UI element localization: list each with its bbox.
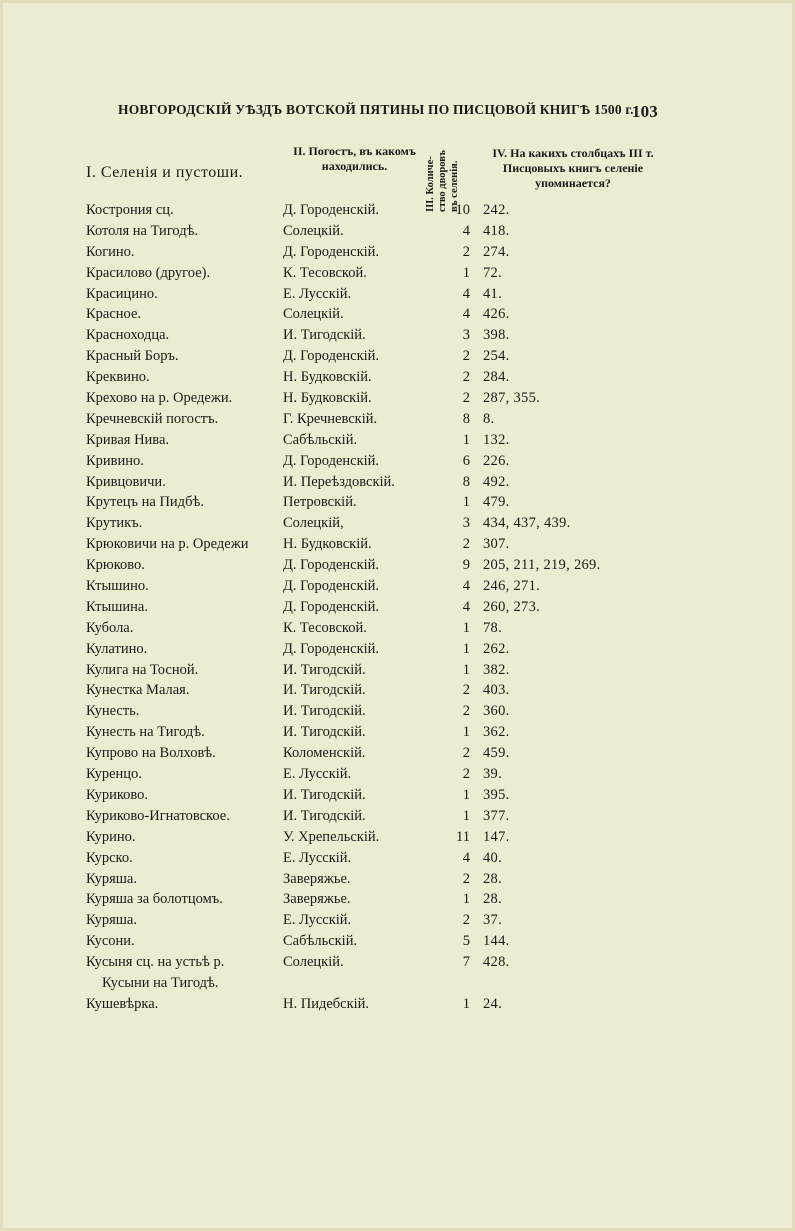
settlement-name-continuation: Кусыни на Тигодѣ. — [102, 974, 219, 991]
column-references: 132. — [483, 431, 510, 448]
table-row — [0, 474, 795, 495]
pogost-name: Н. Будковскій. — [283, 390, 372, 407]
table-row — [0, 202, 795, 223]
pogost-name: И. Тигодскій. — [283, 703, 366, 720]
household-count: 10 — [455, 202, 470, 218]
pogost-name: И. Тигодскій. — [283, 661, 366, 678]
table-row — [0, 787, 795, 808]
household-count: 2 — [462, 536, 470, 553]
settlement-name: Ктышино. — [86, 578, 149, 595]
table-row — [0, 599, 795, 620]
table-row — [0, 306, 795, 327]
column-references: 262. — [483, 640, 510, 657]
table-row — [0, 829, 795, 850]
table-row — [0, 766, 795, 787]
pogost-name: Солецкій. — [283, 222, 344, 239]
table-row — [0, 244, 795, 265]
column-references: 459. — [483, 745, 510, 762]
pogost-name: К. Тесовской. — [283, 619, 367, 636]
table-row — [0, 536, 795, 557]
pogost-name: К. Тесовской. — [283, 264, 367, 281]
column-references: 260, 273. — [483, 598, 541, 615]
table-row — [0, 933, 795, 954]
column-references: 226. — [483, 452, 510, 469]
pogost-name: Е. Лусскій. — [283, 912, 352, 929]
household-count: 4 — [462, 306, 470, 323]
table-row — [0, 578, 795, 599]
pogost-name: И. Тигодскій. — [283, 327, 366, 344]
column-references: 144. — [483, 933, 510, 950]
settlement-name: Кривцовичи. — [86, 473, 166, 490]
household-count: 4 — [462, 285, 470, 302]
column-header-pogost: II. Погостъ, въ какомъ находились. — [293, 144, 416, 173]
settlement-name: Кушевѣрка. — [86, 995, 159, 1012]
pogost-name: И. Тигодскій. — [283, 682, 366, 699]
settlement-name: Крюковичи на р. Оредежи — [86, 536, 249, 553]
household-count: 4 — [462, 222, 470, 239]
table-row — [0, 662, 795, 683]
settlement-name: Куряша за болотцомъ. — [86, 891, 223, 908]
table-row — [0, 327, 795, 348]
settlement-name: Кусыня сц. на устьѣ р. — [86, 954, 225, 971]
running-head — [118, 102, 658, 119]
household-count: 2 — [462, 390, 470, 407]
household-count: 4 — [462, 849, 470, 866]
table-row — [0, 494, 795, 515]
pogost-name: Солецкій, — [283, 515, 344, 532]
settlement-name: Купрово на Волховѣ. — [86, 745, 216, 762]
pogost-name: Е. Лусскій. — [283, 285, 352, 302]
settlement-name: Красное. — [86, 306, 142, 323]
table-row-continuation — [0, 975, 795, 996]
column-references: 205, 211, 219, 269. — [483, 557, 601, 574]
settlement-name: Кусони. — [86, 933, 135, 950]
settlement-name: Кубола. — [86, 619, 134, 636]
table-row — [0, 369, 795, 390]
column-references: 434, 437, 439. — [483, 515, 571, 532]
pogost-name: Солецкій. — [283, 306, 344, 323]
pogost-name: Д. Городенскій. — [283, 578, 380, 595]
household-count: 7 — [462, 954, 470, 971]
household-count: 8 — [462, 473, 470, 490]
settlement-name: Красилово (другое). — [86, 264, 211, 281]
pogost-name: Коломенскій. — [283, 745, 366, 762]
settlement-name: Крутецъ на Пидбѣ. — [86, 494, 204, 511]
table-row — [0, 515, 795, 536]
settlement-name: Куренцо. — [86, 766, 142, 783]
household-count: 4 — [462, 578, 470, 595]
household-count: 6 — [462, 452, 470, 469]
table-row — [0, 453, 795, 474]
pogost-name: И. Переѣздовскій. — [283, 473, 395, 490]
column-references: 28. — [483, 891, 503, 908]
household-count: 1 — [462, 431, 470, 448]
table-row — [0, 850, 795, 871]
column-references: 492. — [483, 473, 510, 490]
settlement-name: Крутикъ. — [86, 515, 143, 532]
household-count: 9 — [462, 557, 470, 574]
household-count: 1 — [462, 786, 470, 803]
table-row — [0, 620, 795, 641]
table-row — [0, 432, 795, 453]
pogost-name: Д. Городенскій. — [283, 348, 380, 365]
household-count: 2 — [462, 912, 470, 929]
settlement-name: Куряша. — [86, 912, 137, 929]
pogost-name: У. Хрепельскій. — [283, 828, 380, 845]
column-references: 24. — [483, 995, 503, 1012]
pogost-name: Д. Городенскій. — [283, 557, 380, 574]
column-references: 246, 271. — [483, 578, 541, 595]
household-count: 3 — [462, 515, 470, 532]
column-header-settlements: I. Селенія и пустоши. — [86, 164, 244, 181]
settlement-name: Курино. — [86, 828, 136, 845]
column-references: 307. — [483, 536, 510, 553]
table-row — [0, 682, 795, 703]
running-title: НОВГОРОДСКІЙ УѢЗДЪ ВОТСКОЙ ПЯТИНЫ ПО ПИСЦОВОЙ КНИГѢ 1500 г. — [118, 102, 634, 117]
column-references: 403. — [483, 682, 510, 699]
settlement-name: Ктышина. — [86, 598, 148, 615]
household-count: 3 — [462, 327, 470, 344]
settlement-table — [0, 202, 795, 1017]
pogost-name: Заверяжье. — [283, 891, 351, 908]
pogost-name: Е. Лусскій. — [283, 766, 352, 783]
table-row — [0, 745, 795, 766]
column-references: 362. — [483, 724, 510, 741]
household-count: 1 — [462, 807, 470, 824]
pogost-name: Н. Пидебскій. — [283, 995, 370, 1012]
pogost-name: Е. Лусскій. — [283, 849, 352, 866]
table-row — [0, 724, 795, 745]
pogost-name: Н. Будковскій. — [283, 536, 372, 553]
pogost-name: Н. Будковскій. — [283, 369, 372, 386]
household-count: 1 — [462, 640, 470, 657]
household-count: 2 — [462, 745, 470, 762]
column-references: 274. — [483, 243, 510, 260]
pogost-name: Д. Городенскій. — [283, 202, 380, 218]
household-count: 2 — [462, 766, 470, 783]
settlement-name: Кунесть на Тигодѣ. — [86, 724, 205, 741]
settlement-name: Кулатино. — [86, 640, 148, 657]
settlement-name: Крехово на р. Оредежи. — [86, 390, 233, 407]
settlement-name: Кунестка Малая. — [86, 682, 190, 699]
pogost-name: И. Тигодскій. — [283, 724, 366, 741]
pogost-name: Д. Городенскій. — [283, 243, 380, 260]
household-count: 5 — [462, 933, 470, 950]
settlement-name: Кострония сц. — [86, 202, 174, 218]
column-references: 287, 355. — [483, 390, 541, 407]
column-references: 39. — [483, 766, 503, 783]
table-row — [0, 390, 795, 411]
pogost-name: Сабѣльскій. — [283, 431, 358, 448]
pogost-name: Д. Городенскій. — [283, 452, 380, 469]
settlement-name: Красноходца. — [86, 327, 170, 344]
household-count: 1 — [462, 661, 470, 678]
table-row — [0, 871, 795, 892]
settlement-name: Кривино. — [86, 452, 144, 469]
table-row — [0, 557, 795, 578]
column-references: 479. — [483, 494, 510, 511]
settlement-name: Когино. — [86, 243, 135, 260]
settlement-name: Креквино. — [86, 369, 150, 386]
household-count: 1 — [462, 619, 470, 636]
household-count: 1 — [462, 995, 470, 1012]
table-row — [0, 996, 795, 1017]
household-count: 11 — [456, 828, 470, 845]
settlement-name: Кривая Нива. — [86, 431, 170, 448]
household-count: 2 — [462, 369, 470, 386]
column-references: 28. — [483, 870, 503, 887]
household-count: 2 — [462, 682, 470, 699]
pogost-name: И. Тигодскій. — [283, 807, 366, 824]
column-references: 428. — [483, 954, 510, 971]
table-row — [0, 411, 795, 432]
pogost-name: Д. Городенскій. — [283, 598, 380, 615]
column-references: 377. — [483, 807, 510, 824]
column-references: 382. — [483, 661, 510, 678]
table-row — [0, 891, 795, 912]
table-row — [0, 641, 795, 662]
settlement-name: Кречневскій погостъ. — [86, 410, 219, 427]
household-count: 2 — [462, 243, 470, 260]
household-count: 1 — [462, 264, 470, 281]
table-row — [0, 223, 795, 244]
table-row — [0, 954, 795, 975]
column-references: 37. — [483, 912, 503, 929]
pogost-name: Заверяжье. — [283, 870, 351, 887]
column-header-references: IV. На какихъ столбцахъ III т. Писцовыхъ книгъ селеніе упоминается? — [492, 146, 654, 190]
settlement-name: Куриково-Игнатовское. — [86, 807, 230, 824]
pogost-name: Д. Городенскій. — [283, 640, 380, 657]
column-references: 72. — [483, 264, 503, 281]
household-count: 2 — [462, 348, 470, 365]
pogost-name: Солецкій. — [283, 954, 344, 971]
column-references: 41. — [483, 285, 503, 302]
column-header-households-text: III. Количе- ство дворовъ въ селенія. — [425, 150, 460, 212]
settlement-name: Красицино. — [86, 285, 158, 302]
column-references: 418. — [483, 222, 510, 239]
column-references: 78. — [483, 619, 503, 636]
household-count: 1 — [462, 891, 470, 908]
settlement-name: Крюково. — [86, 557, 145, 574]
household-count: 2 — [462, 703, 470, 720]
column-references: 398. — [483, 327, 510, 344]
page-number: 103 — [631, 102, 658, 121]
column-references: 40. — [483, 849, 503, 866]
column-references: 8. — [483, 410, 495, 427]
table-row — [0, 808, 795, 829]
household-count: 2 — [462, 870, 470, 887]
table-row — [0, 912, 795, 933]
pogost-name: И. Тигодскій. — [283, 786, 366, 803]
column-references: 360. — [483, 703, 510, 720]
column-references: 426. — [483, 306, 510, 323]
settlement-name: Кулига на Тосной. — [86, 661, 199, 678]
household-count: 8 — [462, 410, 470, 427]
column-references: 242. — [483, 202, 510, 218]
settlement-name: Красный Боръ. — [86, 348, 179, 365]
pogost-name: Сабѣльскій. — [283, 933, 358, 950]
settlement-name: Куриково. — [86, 786, 149, 803]
settlement-name: Котоля на Тигодѣ. — [86, 222, 199, 239]
settlement-name: Куряша. — [86, 870, 137, 887]
pogost-name: Петровскій. — [283, 494, 357, 511]
column-references: 147. — [483, 828, 510, 845]
pogost-name: Г. Кречневскій. — [283, 410, 378, 427]
table-row — [0, 286, 795, 307]
column-references: 284. — [483, 369, 510, 386]
household-count: 4 — [462, 598, 470, 615]
household-count: 1 — [462, 494, 470, 511]
settlement-name: Кунесть. — [86, 703, 140, 720]
table-row — [0, 348, 795, 369]
column-references: 254. — [483, 348, 510, 365]
table-row — [0, 265, 795, 286]
settlement-name: Курско. — [86, 849, 133, 866]
household-count: 1 — [462, 724, 470, 741]
column-references: 395. — [483, 786, 510, 803]
table-row — [0, 703, 795, 724]
